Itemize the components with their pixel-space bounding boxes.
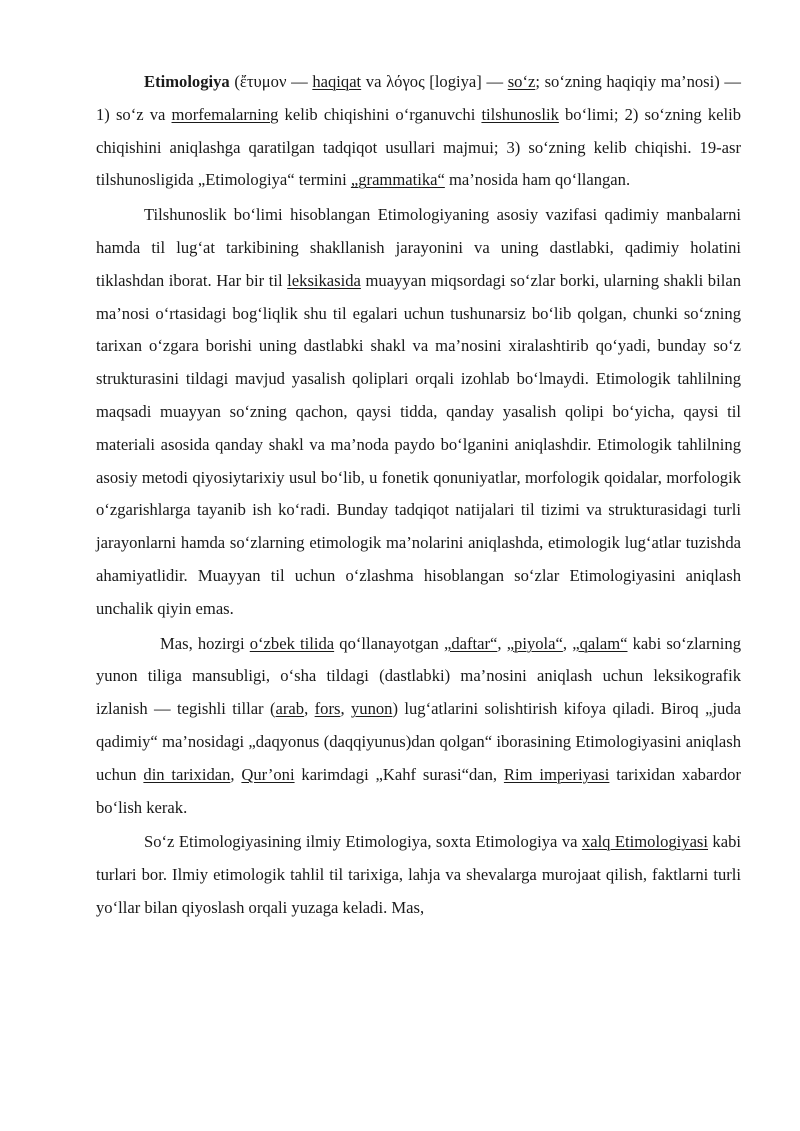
text-run: , <box>230 764 242 784</box>
underlined-term: o‘zbek tilida <box>249 633 335 653</box>
text-run: kabi so‘zlarning yunon tiliga mansubligi, o‘sha tildagi (dastlabki) ma’nosini aniqlash uchun leksikografik izlanish — tegishli tillar ( <box>96 633 741 719</box>
text-run: , <box>562 633 573 653</box>
underlined-term: „daftar“ <box>443 633 498 653</box>
document-page <box>96 66 741 925</box>
text-run: va λόγος [logiya] — <box>361 72 508 91</box>
text-run: tarixidan xabardor bo‘lish kerak. <box>96 764 741 817</box>
underlined-term: „piyola“ <box>506 633 563 653</box>
text-run: qo‘llanayotgan <box>334 633 444 653</box>
bold-term: Etimologiya <box>144 72 230 91</box>
paragraph-etymology-tasks <box>96 199 741 625</box>
underlined-term: din tarixidan <box>143 764 231 784</box>
underlined-term: Rim imperiyasi <box>503 764 610 784</box>
underlined-term: „qalam“ <box>572 633 628 653</box>
paragraph-etymology-definition <box>96 66 741 197</box>
text-run: So‘z Etimologiyasining ilmiy Etimologiya, soxta Etimologiya va <box>144 832 582 852</box>
underlined-term: Qur’oni <box>241 764 295 784</box>
text-run: , <box>304 699 315 719</box>
text-run: ; so‘zning haqiqiy ma’nosi) — 1) so‘z va <box>96 72 741 124</box>
text-run: kelib chiqishini o‘rganuvchi <box>278 104 482 124</box>
text-run: muayyan miqsordagi so‘zlar borki, ularning shakli bilan ma’nosi o‘rtasidagi bog‘liqlik shu til egalari uchun tushunarsiz bo‘lib qolgan, chunki so‘zning tarixan o‘zgara borishi uning dastlabki shakl va ma’nosini xiralashtirib qo‘yadi, bunday so‘z strukturasini tildagi mavjud yasalish qoliplari orqali izohlab bo‘lmaydi. Etimologik tahlilning maqsadi muayyan so‘zning qachon, qaysi tidda, qanday yasalish qolipi bo‘yicha, qaysi til materiali asosida qanday shakl va ma’noda paydo bo‘lganini aniqlashdir. Etimologik tahlilning asosiy metodi qiyosiytarixiy usul bo‘lib, u fonetik qonuniyatlar, morfologik qoidalar, morfologik o‘zgarishlarga tayanib ish ko‘radi. Bunday tadqiqot natijalari til tizimi va strukturasidagi turli jarayonlarni hamda so‘zlarning etimologik ma’nolarini aniqlashda, etimologik lug‘atlar tuzishda ahamiyatlidir. Muayyan til uchun o‘zlashma hisoblangan so‘zlar Etimologiyasini aniqlash unchalik qiyin emas. <box>96 270 741 618</box>
text-run: ma’nosida ham qo‘llangan. <box>444 170 631 190</box>
paragraph-borrowed-words-example <box>96 628 741 825</box>
text-run: , <box>340 699 351 719</box>
text-run: Mas, hozirgi <box>160 633 250 653</box>
underlined-term: arab <box>275 699 305 719</box>
text-run: Tilshunoslik bo‘limi hisoblangan Etimologiyaning asosiy vazifasi qadimiy manbalarni hamda til lug‘at tarkibining shakllanish jarayonini va uning dastlabki, qadimiy holatini tiklashdan iborat. Har bir til <box>96 205 741 290</box>
text-run: , <box>497 633 507 653</box>
underlined-term: „grammatika“ <box>350 170 445 190</box>
paragraph-etymology-types <box>96 826 741 924</box>
text-run: kabi turlari bor. Ilmiy etimologik tahlil til tarixiga, lahja va shevalarga murojaat qilish, faktlarni turli yo‘llar bilan qiyoslash orqali yuzaga keladi. Mas, <box>96 832 741 917</box>
underlined-term: yunon <box>350 699 393 719</box>
text-run: karimdagi „Kahf surasi“dan, <box>294 764 504 784</box>
text-run: (ἔτυμον — <box>229 72 313 91</box>
underlined-term: xalq Etimologiyasi <box>581 832 708 852</box>
underlined-term: tilshunoslik <box>481 104 559 124</box>
underlined-term: morfemalarning <box>171 104 279 124</box>
text-run: ) lug‘atlarini solishtirish kifoya qiladi. Biroq „juda qadimiy“ ma’nosidagi „daqyonus (daqqiyunus)dan qolgan“ iborasining Etimologiyasini aniqlash uchun <box>96 699 742 784</box>
underlined-term: fors <box>314 699 341 719</box>
underlined-term: so‘z <box>507 72 536 91</box>
text-run: bo‘limi; 2) so‘zning kelib chiqishini aniqlashga qaratilgan tadqiqot usullari majmui; 3) so‘zning kelib chiqishi. 19-asr tilshunosligida „Etimologiya“ termini <box>96 104 742 190</box>
underlined-term: haqiqat <box>312 72 362 91</box>
underlined-term: leksikasida <box>287 270 361 290</box>
